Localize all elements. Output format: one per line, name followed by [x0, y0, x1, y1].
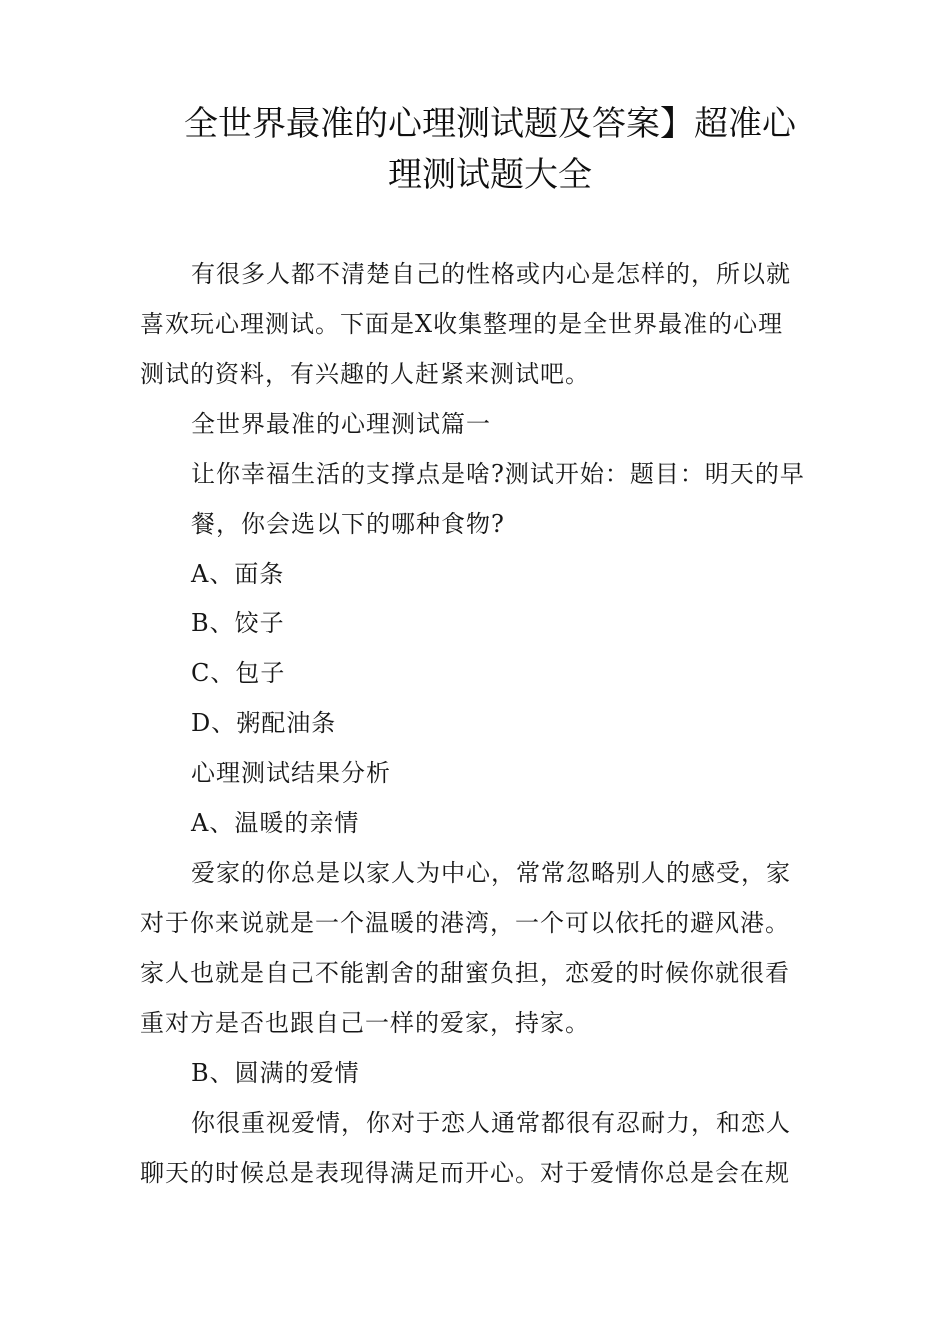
result-b-line-2: 聊天的时候总是表现得满足而开心。对于爱情你总是会在规 [140, 1159, 790, 1187]
result-b-line-1: 你很重视爱情，你对于恋人通常都很有忍耐力，和恋人 [191, 1109, 791, 1137]
intro-line-2: 喜欢玩心理测试。下面是X收集整理的是全世界最准的心理 [140, 310, 784, 338]
result-a-line-1: 爱家的你总是以家人为中心，常常忽略别人的感受，家 [191, 859, 791, 887]
document-title-line-2: 理测试题大全 [388, 155, 592, 195]
result-a-line-4: 重对方是否也跟自己一样的爱家，持家。 [140, 1009, 590, 1037]
result-a-line-3: 家人也就是自己不能割舍的甜蜜负担，恋爱的时候你就很看 [140, 959, 790, 987]
intro-line-3: 测试的资料，有兴趣的人赶紧来测试吧。 [140, 360, 590, 388]
result-a-heading: A、温暖的亲情 [191, 809, 360, 837]
option-b: B、饺子 [191, 609, 285, 637]
question-line-1: 让你幸福生活的支撑点是啥?测试开始：题目：明天的早 [191, 460, 805, 488]
result-b-heading: B、圆满的爱情 [191, 1059, 360, 1087]
question-line-2: 餐，你会选以下的哪种食物? [191, 510, 505, 538]
result-heading: 心理测试结果分析 [191, 759, 391, 787]
document-title-line-1: 全世界最准的心理测试题及答案】超准心 [184, 104, 796, 144]
intro-line-1: 有很多人都不清楚自己的性格或内心是怎样的，所以就 [191, 260, 791, 288]
result-a-line-2: 对于你来说就是一个温暖的港湾，一个可以依托的避风港。 [140, 909, 790, 937]
option-c: C、包子 [191, 659, 286, 687]
option-d: D、粥配油条 [191, 709, 337, 737]
option-a: A、面条 [191, 560, 285, 588]
section-heading: 全世界最准的心理测试篇一 [191, 410, 491, 438]
